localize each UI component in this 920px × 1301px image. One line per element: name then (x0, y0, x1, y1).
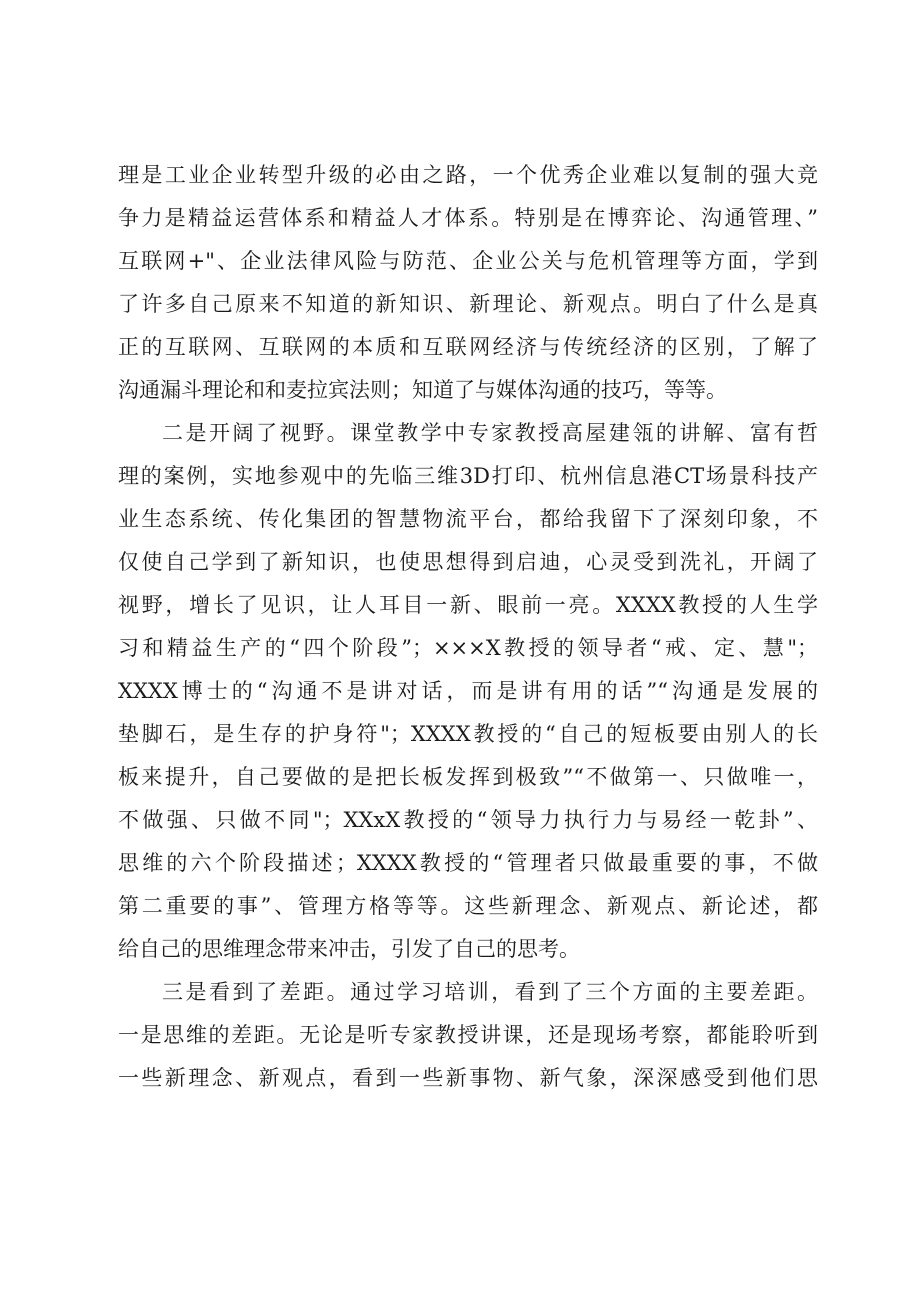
text-line: XXXX博士的“沟通不是讲对话，而是讲有用的话”“沟通是发展的 (118, 679, 818, 703)
paragraph-1 (118, 154, 818, 412)
text-line: 给自己的思维理念带来冲击，引发了自己的思考。 (118, 937, 580, 961)
text-line: 第二重要的事”、管理方格等等。这些新理念、新观点、新论述，都 (118, 894, 818, 918)
text-line: 三是看到了差距。通过学习培训，看到了三个方面的主要差距。 (162, 980, 818, 1004)
text-line: 思维的六个阶段描述；XXXX教授的“管理者只做最重要的事，不做 (118, 851, 818, 875)
text-line: 争力是精益运营体系和精益人才体系。特别是在博弈论、沟通管理、” (118, 206, 818, 230)
text-line: 理的案例，实地参观中的先临三维3D打印、杭州信息港CT场景科技产 (118, 464, 818, 488)
text-line: 一是思维的差距。无论是听专家教授讲课，还是现场考察，都能聆听到 (118, 1023, 818, 1047)
document-body (118, 154, 818, 1100)
text-line: 习和精益生产的“四个阶段”；×××X教授的领导者“戒、定、慧"； (118, 636, 818, 660)
text-line: 垫脚石，是生存的护身符"；XXXX教授的“自己的短板要由别人的长 (118, 722, 818, 746)
text-line: 一些新理念、新观点，看到一些新事物、新气象，深深感受到他们思 (118, 1066, 818, 1090)
paragraph-3 (118, 971, 818, 1100)
text-line: 了许多自己原来不知道的新知识、新理论、新观点。明白了什么是真 (118, 292, 818, 316)
text-line: 二是开阔了视野。课堂教学中专家教授高屋建瓴的讲解、富有哲 (162, 421, 818, 445)
paragraph-2 (118, 412, 818, 971)
text-line: 沟通漏斗理论和和麦拉宾法则；知道了与媒体沟通的技巧，等等。 (118, 378, 727, 402)
text-line: 业生态系统、传化集团的智慧物流平台，都给我留下了深刻印象，不 (118, 507, 818, 531)
text-line: 正的互联网、互联网的本质和互联网经济与传统经济的区别，了解了 (118, 335, 818, 359)
text-line: 互联网+"、企业法律风险与防范、企业公关与危机管理等方面，学到 (118, 249, 818, 273)
text-line: 板来提升，自己要做的是把长板发挥到极致”“不做第一、只做唯一， (118, 765, 818, 789)
text-line: 视野，增长了见识，让人耳目一新、眼前一亮。XXXX教授的人生学 (118, 593, 818, 617)
text-line: 不做强、只做不同"；XXxX教授的“领导力执行力与易经一乾卦”、 (118, 808, 818, 832)
text-line: 理是工业企业转型升级的必由之路，一个优秀企业难以复制的强大竞 (118, 163, 818, 187)
text-line: 仅使自己学到了新知识，也使思想得到启迪，心灵受到洗礼，开阔了 (118, 550, 818, 574)
